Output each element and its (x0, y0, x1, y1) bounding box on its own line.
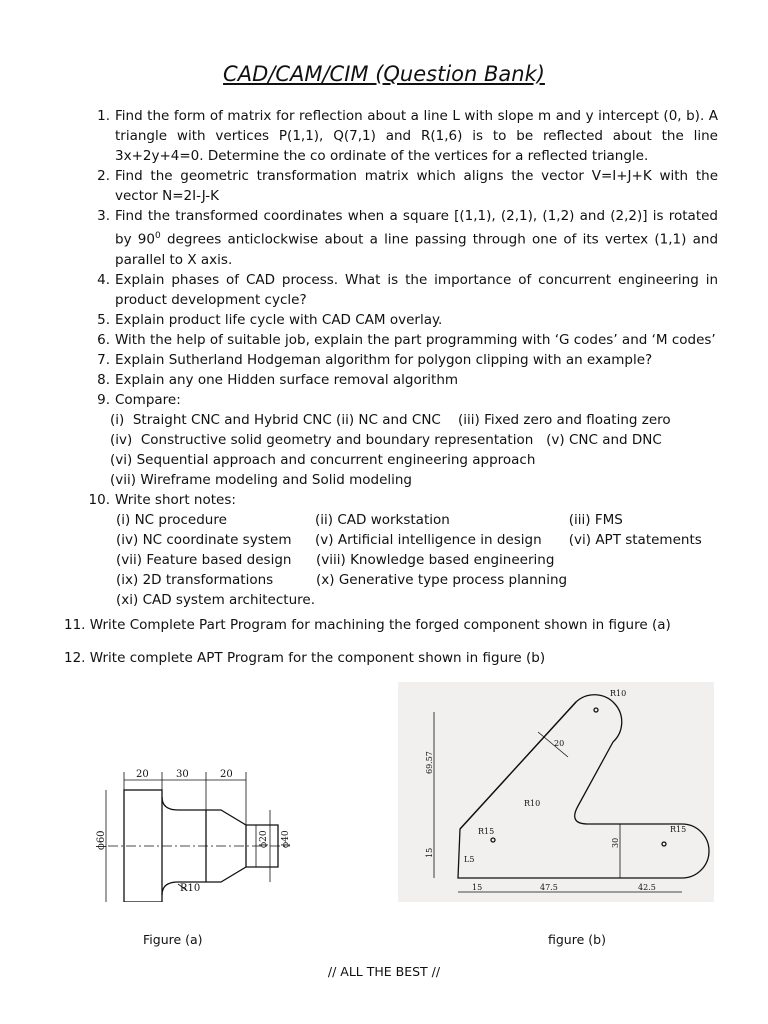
question-number: 5. (97, 311, 110, 328)
short-note: (ix) 2D transformations (116, 571, 274, 588)
figure-a-caption: Figure (a) (143, 932, 203, 947)
question-item (78, 350, 718, 370)
dim-15-vertical: 15 (425, 847, 434, 858)
short-notes-row (78, 570, 718, 590)
scan-background (398, 682, 714, 902)
short-note: (viii) Knowledge based engineering (316, 551, 555, 568)
question-number: 8. (97, 371, 110, 388)
dim-30: 30 (176, 769, 189, 780)
question-11: 11. Write Complete Part Program for machining the forged component shown in figure (a) (64, 617, 671, 633)
question-text-part: Find the transformed coordinates when a square [(1,1), (2,1), (1,2) and (2,2)] is rotated by 90 (115, 208, 718, 248)
figure-b-drawing (398, 682, 714, 902)
question-item (78, 206, 718, 270)
question-number: 1. (97, 108, 110, 124)
question-text: Explain any one Hidden surface removal algorithm (115, 371, 459, 388)
question-number: 3. (97, 208, 110, 224)
question-number: 9. (97, 391, 110, 408)
dim-30: 30 (611, 837, 620, 848)
question-text-part: degrees anticlockwise about a line passing through one of its vertex (1,1) and parallel to X axis. (115, 231, 719, 268)
compare-item: (i) Straight CNC and Hybrid CNC (ii) NC and CNC (iii) Fixed zero and floating zero (110, 411, 671, 428)
question-text: Explain phases of CAD process. What is the importance of concurrent engineering in product development cycle? (115, 271, 718, 308)
figure-b-caption: figure (b) (548, 932, 606, 947)
short-notes-row (78, 530, 718, 550)
dim-20-left: 20 (136, 769, 149, 780)
question-number: 4. (97, 271, 110, 288)
dim-20-right: 20 (220, 769, 233, 780)
question-text: Find the geometric transformation matrix which aligns the vector V=I+J+K with the vector N=2I-J-K (115, 168, 718, 204)
question-text: Write short notes: (115, 491, 236, 508)
compare-item: (iv) Constructive solid geometry and boundary representation (v) CNC and DNC (110, 431, 662, 448)
short-note: (iv) NC coordinate system (116, 531, 292, 548)
dim-15-bottom: 15 (472, 883, 483, 892)
dim-69-57: 69.57 (425, 751, 434, 774)
question-item (78, 330, 718, 350)
label-l5: L5 (464, 855, 475, 864)
short-note: (iii) FMS (568, 511, 623, 528)
dim-dia60: ϕ60 (96, 830, 107, 850)
degree-superscript: 0 (154, 231, 161, 241)
short-note: (i) NC procedure (116, 511, 227, 528)
page-title: CAD/CAM/CIM (Question Bank) (223, 62, 545, 86)
dim-r10-mid: R10 (524, 799, 541, 808)
figure-a-drawing (78, 762, 308, 902)
question-item (78, 390, 718, 410)
compare-item: (vii) Wireframe modeling and Solid modeling (110, 471, 412, 488)
question-text: Compare: (115, 391, 181, 408)
question-item (78, 166, 718, 206)
footer-text: // ALL THE BEST // (327, 964, 441, 979)
dim-r10: R10 (180, 883, 201, 894)
short-note: (vii) Feature based design (116, 551, 292, 568)
question-number: 2. (97, 168, 110, 184)
short-note: (x) Generative type process planning (316, 571, 568, 588)
compare-item: (vi) Sequential approach and concurrent engineering approach (110, 451, 536, 468)
dim-20: 20 (554, 739, 565, 748)
question-text: Find the form of matrix for reflection about a line L with slope m and y intercept (0, b). A triangle with vertices P(1,1), Q(7,1) and R(1,6) is to be reflected about the line 3x+2y+4=0. Determine the co ordinate of the vertices for a reflected triangle. (115, 108, 718, 164)
short-note: (v) Artificial intelligence in design (315, 531, 542, 548)
short-note: (vi) APT statements (568, 531, 702, 548)
dim-r15-left: R15 (478, 827, 495, 836)
question-number: 10. (88, 491, 110, 508)
question-number: 7. (97, 351, 110, 368)
question-item (78, 310, 718, 330)
question-text (115, 206, 718, 270)
question-item (78, 106, 718, 166)
dim-47-5: 47.5 (540, 883, 558, 892)
dim-dia20: ϕ20 (259, 830, 269, 848)
question-12: 12. Write complete APT Program for the component shown in figure (b) (64, 650, 546, 666)
question-item (78, 370, 718, 390)
question-text: With the help of suitable job, explain the part programming with ‘G codes’ and ‘M codes’ (115, 331, 716, 348)
question-list (78, 106, 718, 610)
question-text: Explain product life cycle with CAD CAM overlay. (115, 311, 443, 328)
dim-42-5: 42.5 (638, 883, 656, 892)
question-item (78, 270, 718, 310)
question-text: Explain Sutherland Hodgeman algorithm for polygon clipping with an example? (115, 351, 653, 368)
dim-r10-top: R10 (610, 689, 627, 698)
short-notes-row (78, 510, 718, 530)
short-note: (ii) CAD workstation (315, 511, 450, 528)
short-note: (xi) CAD system architecture. (116, 591, 315, 608)
short-notes-row (78, 590, 718, 610)
dim-r15-right: R15 (670, 825, 687, 834)
question-item (78, 490, 718, 510)
question-number: 6. (97, 331, 110, 348)
short-notes-row (78, 550, 718, 570)
dim-dia40: ϕ40 (281, 830, 291, 848)
